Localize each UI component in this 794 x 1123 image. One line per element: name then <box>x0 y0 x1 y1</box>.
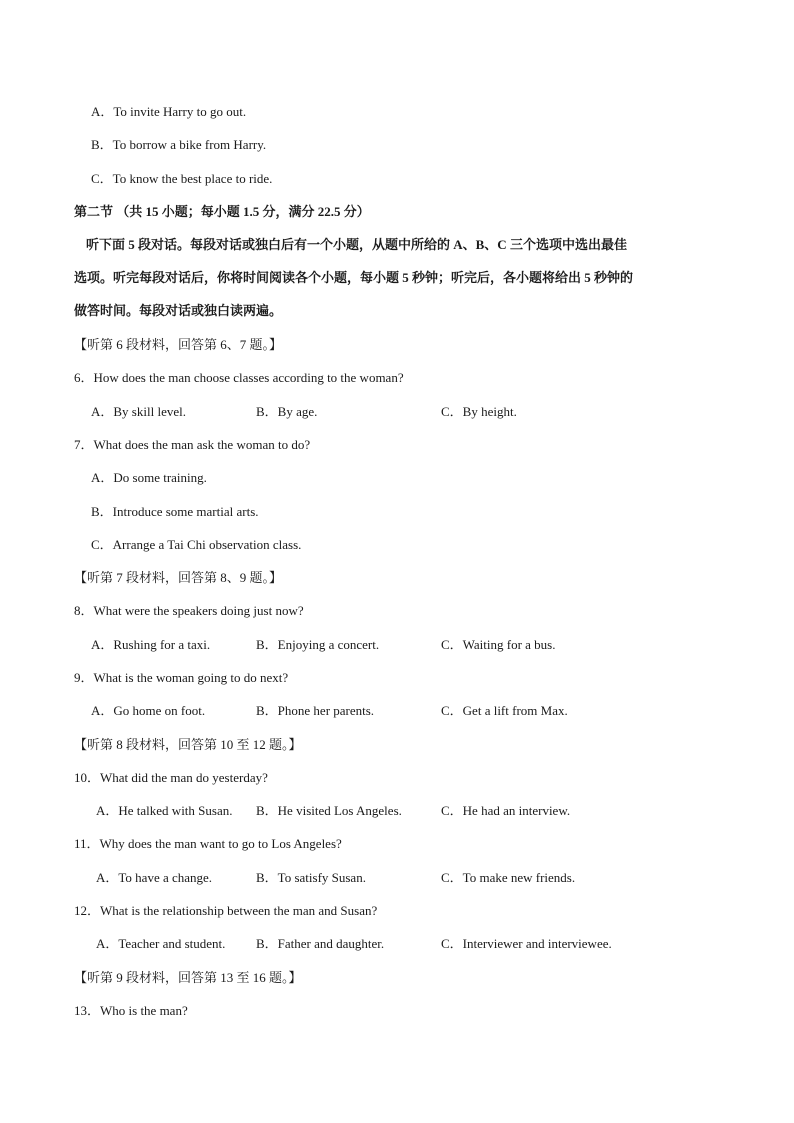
q11-option-c: C．To make new friends. <box>441 870 576 885</box>
q8-option-c: C．Waiting for a bus. <box>441 637 556 652</box>
question-11: 11．Why does the man want to go to Los Angeles? <box>74 836 342 851</box>
q10-option-a: A．He talked with Susan. <box>96 803 233 818</box>
q12-option-b: B．Father and daughter. <box>256 936 385 951</box>
section-2-instruction-line-1: 听下面 5 段对话。每段对话或独白后有一个小题，从题中所给的 A、B、C 三个选项中选出最佳 <box>86 237 627 252</box>
question-12: 12．What is the relationship between the man and Susan? <box>74 903 378 918</box>
section-2-instruction-line-2: 选项。听完每段对话后，你将时间阅读各个小题，每小题 5 秒钟；听完后，各小题将给出 5 秒钟的 <box>74 270 634 285</box>
material-6-heading: 【听第 6 段材料，回答第 6、7 题。】 <box>74 337 283 352</box>
q5-option-c: C．To know the best place to ride. <box>91 171 273 186</box>
section-2-instruction-line-3: 做答时间。每段对话或独白读两遍。 <box>74 303 283 318</box>
q11-option-a: A．To have a change. <box>96 870 213 885</box>
question-10: 10．What did the man do yesterday? <box>74 770 268 785</box>
question-7: 7．What does the man ask the woman to do? <box>74 437 311 452</box>
q8-option-a: A．Rushing for a taxi. <box>91 637 211 652</box>
q12-option-c: C．Interviewer and interviewee. <box>441 936 612 951</box>
question-13: 13．Who is the man? <box>74 1003 188 1018</box>
material-7-heading: 【听第 7 段材料，回答第 8、9 题。】 <box>74 570 283 585</box>
question-8: 8．What were the speakers doing just now? <box>74 603 304 618</box>
q9-option-a: A．Go home on foot. <box>91 703 206 718</box>
material-9-heading: 【听第 9 段材料，回答第 13 至 16 题。】 <box>74 970 302 985</box>
q9-option-b: B．Phone her parents. <box>256 703 375 718</box>
material-8-heading: 【听第 8 段材料，回答第 10 至 12 题。】 <box>74 737 302 752</box>
q9-option-c: C．Get a lift from Max. <box>441 703 568 718</box>
q7-option-b: B．Introduce some martial arts. <box>91 504 259 519</box>
q6-option-c: C．By height. <box>441 404 517 419</box>
q5-option-b: B．To borrow a bike from Harry. <box>91 137 267 152</box>
q12-option-a: A．Teacher and student. <box>96 936 226 951</box>
q5-option-a: A．To invite Harry to go out. <box>91 104 247 119</box>
q10-option-c: C．He had an interview. <box>441 803 571 818</box>
q6-option-a: A．By skill level. <box>91 404 186 419</box>
section-2-title: 第二节 （共 15 小题；每小题 1.5 分，满分 22.5 分） <box>74 204 370 219</box>
question-9: 9．What is the woman going to do next? <box>74 670 289 685</box>
question-6: 6．How does the man choose classes according to the woman? <box>74 370 404 385</box>
q7-option-c: C．Arrange a Tai Chi observation class. <box>91 537 302 552</box>
q8-option-b: B．Enjoying a concert. <box>256 637 380 652</box>
q11-option-b: B．To satisfy Susan. <box>256 870 366 885</box>
q6-option-b: B．By age. <box>256 404 318 419</box>
q7-option-a: A．Do some training. <box>91 470 207 485</box>
q10-option-b: B．He visited Los Angeles. <box>256 803 402 818</box>
